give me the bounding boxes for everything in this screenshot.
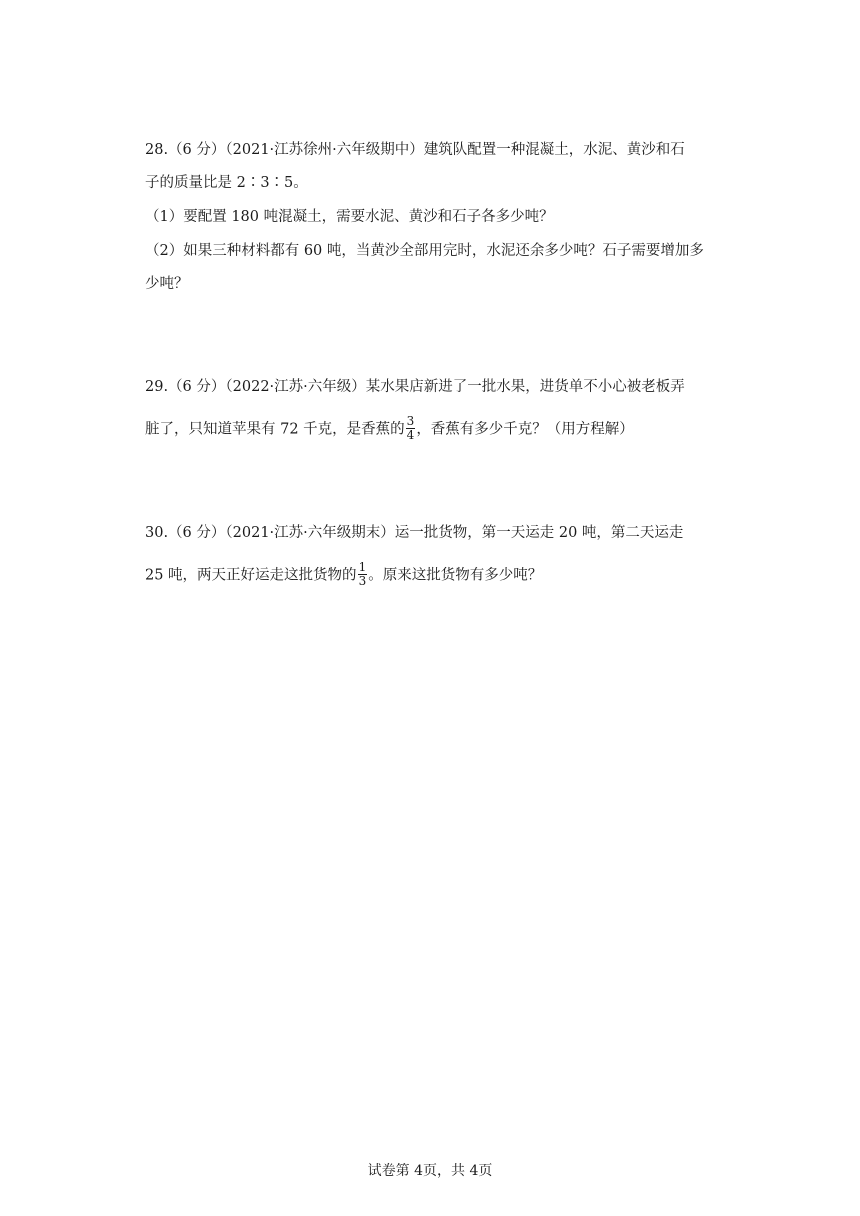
question-28-subquestion-2-cont: 少吨？ [145, 276, 189, 292]
fraction-denominator: 3 [358, 574, 367, 588]
question-30-text-after: 。原来这批货物有多少吨？ [368, 567, 543, 584]
question-28-line-1: 28.（6 分）（2021·江苏徐州·六年级期中）建筑队配置一种混凝土，水泥、黄沙和石 [145, 142, 685, 158]
fraction [358, 561, 368, 588]
question-29-text-after: ，香蕉有多少千克？（用方程解） [416, 421, 634, 438]
page-footer: 试卷第 4页，共 4页 [367, 1163, 493, 1179]
question-28-subquestion-1: （1）要配置 180 吨混凝土，需要水泥、黄沙和石子各多少吨？ [145, 209, 554, 225]
question-30-line-1: 30.（6 分）（2021·江苏·六年级期末）运一批货物，第一天运走 20 吨，第二天运走 [145, 525, 684, 541]
fraction [406, 415, 416, 442]
question-28-line-2: 子的质量比是 2∶3∶5。 [145, 175, 308, 191]
question-29-line-1: 29.（6 分）（2022·江苏·六年级）某水果店新进了一批水果，进货单不小心被老板弄 [145, 379, 685, 395]
fraction-denominator: 4 [406, 428, 415, 442]
fraction-numerator: 1 [358, 560, 367, 574]
question-29-line-2 [145, 416, 634, 443]
question-29-text-before: 脏了，只知道苹果有 72 千克，是香蕉的 [145, 421, 405, 438]
question-30-text-before: 25 吨，两天正好运走这批货物的 [145, 567, 357, 584]
fraction-numerator: 3 [406, 414, 415, 428]
question-28-subquestion-2: （2）如果三种材料都有 60 吨，当黄沙全部用完时，水泥还余多少吨？石子需要增加多 [145, 243, 704, 259]
question-30-line-2 [145, 562, 542, 589]
